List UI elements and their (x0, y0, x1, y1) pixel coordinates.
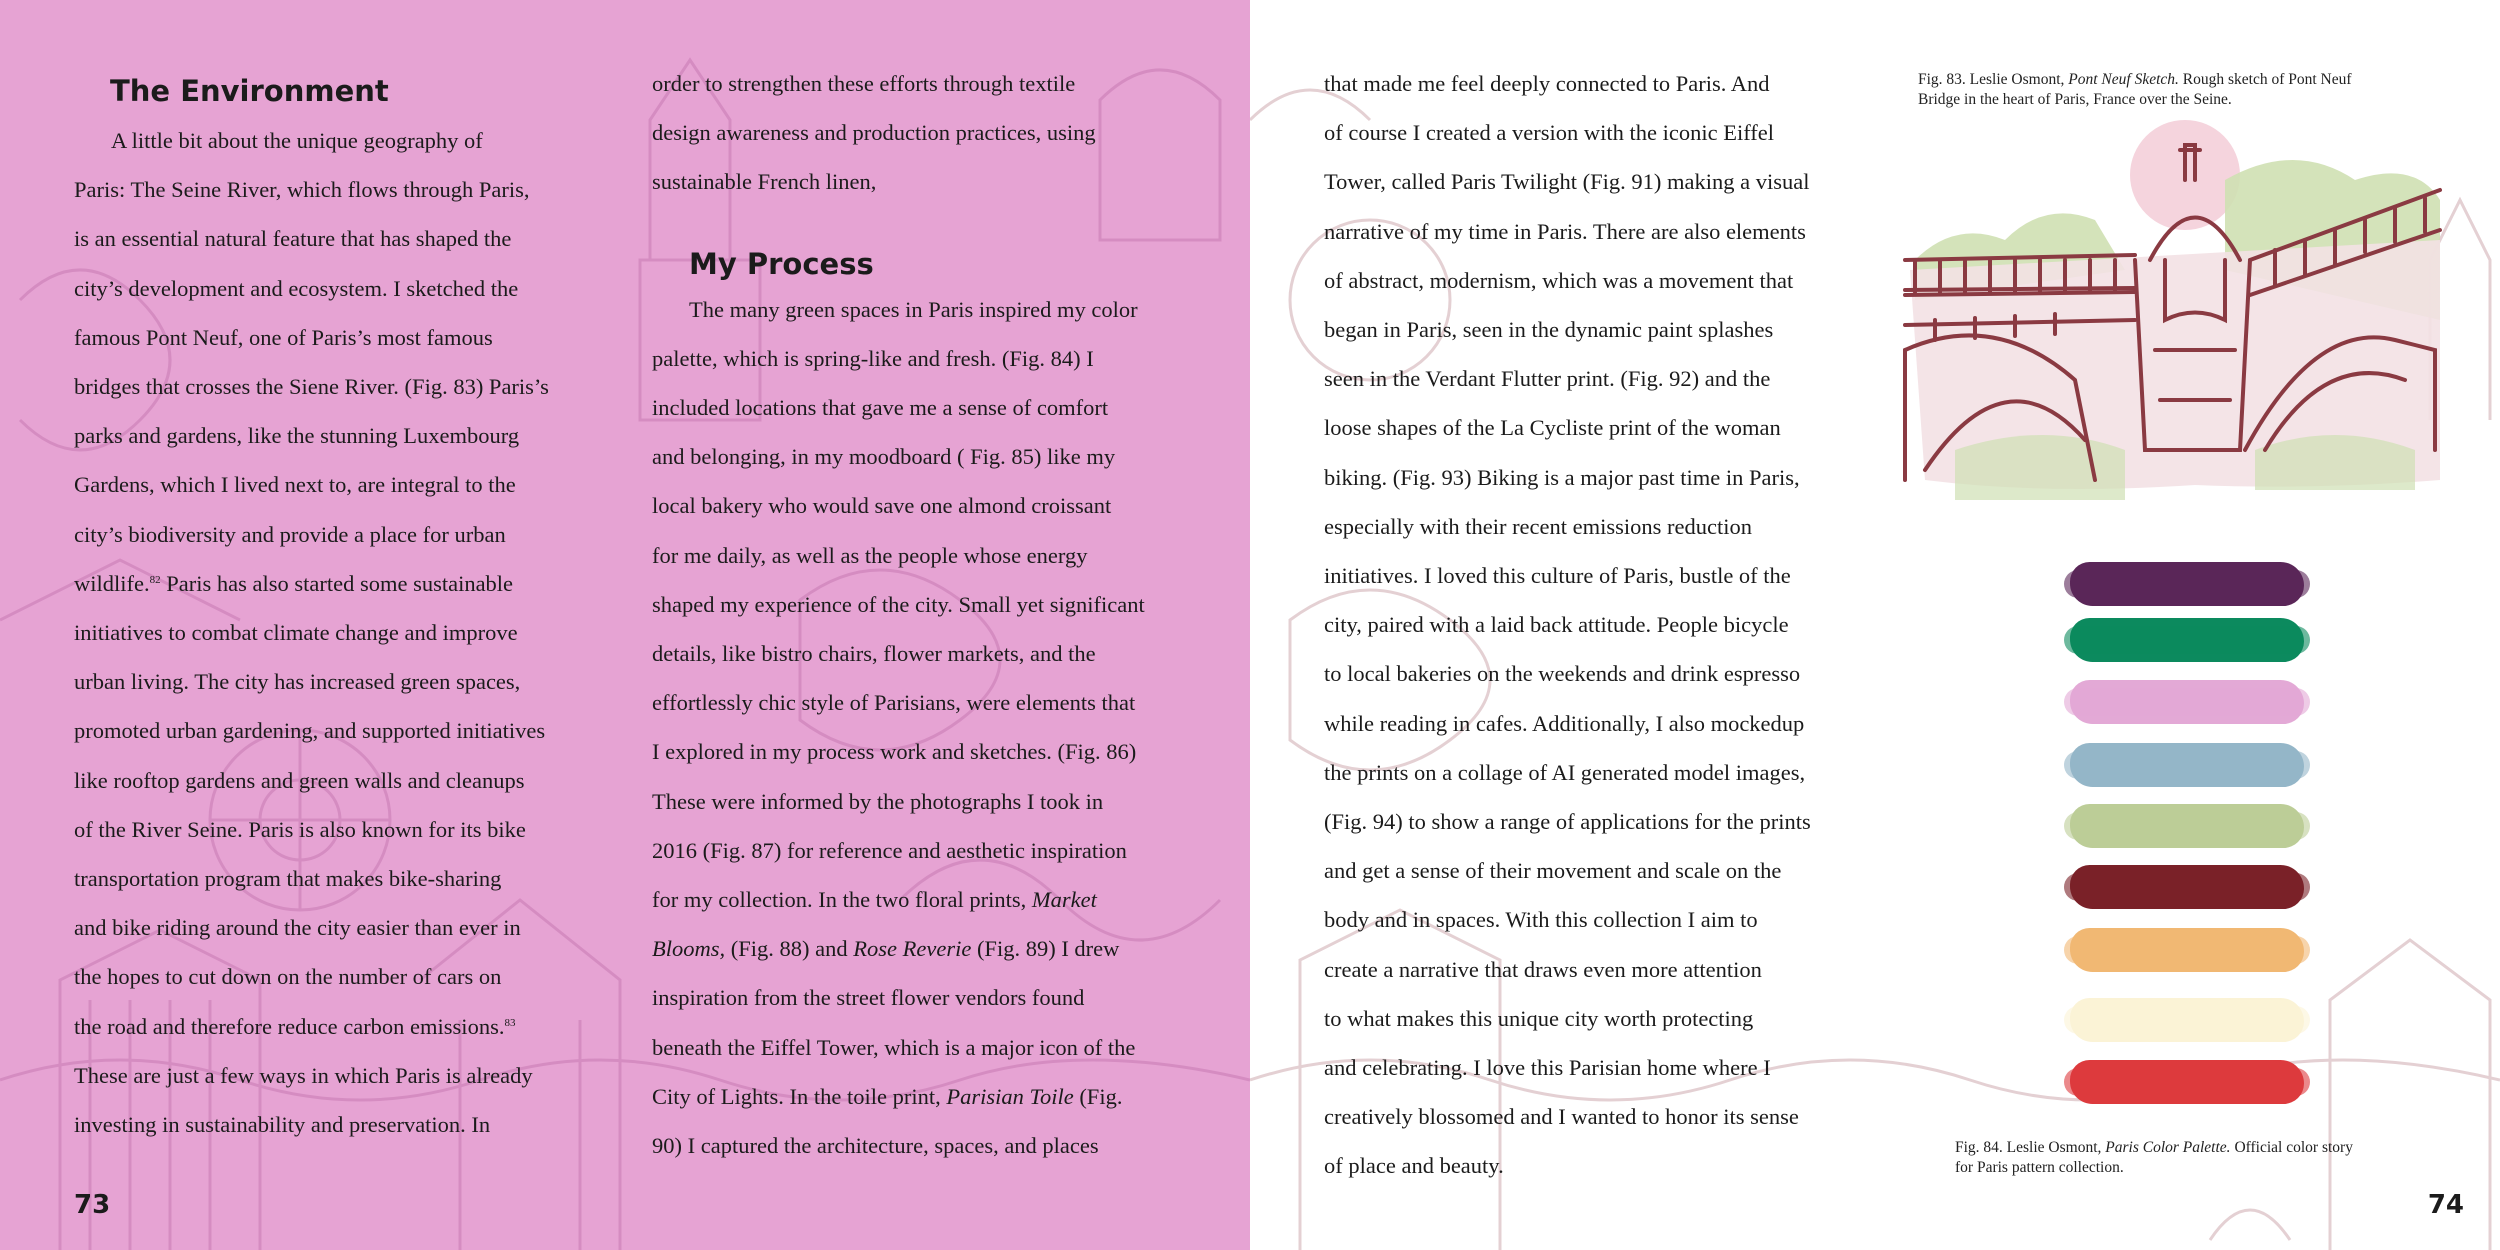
text-line: especially with their recent emissions reduction (1324, 513, 1752, 539)
text-span: the road and therefore reduce carbon emissions. (74, 1013, 505, 1039)
fig83-caption (1918, 70, 2458, 110)
print-title-rose-reverie: Rose Reverie (853, 936, 972, 962)
text-line: parks and gardens, like the stunning Luxembourg (74, 423, 520, 449)
text-line: famous Pont Neuf, one of Paris’s most famous (74, 324, 493, 350)
caption-text: Fig. 84. Leslie Osmont, (1955, 1139, 2106, 1156)
text-line: city’s development and ecosystem. I sketched the (74, 275, 519, 301)
process-body (652, 285, 1212, 1171)
text-line: I explored in my process work and sketches. (Fig. 86) (652, 739, 1137, 765)
text-line: investing in sustainability and preservation. In (74, 1112, 491, 1138)
text-line: bridges that crosses the Siene River. (Fig. 83) Paris’s (74, 374, 549, 400)
text-line: These were informed by the photographs I took in (652, 788, 1104, 814)
text-line: beneath the Eiffel Tower, which is a major icon of the (652, 1034, 1136, 1060)
page-number-left: 73 (74, 1190, 111, 1220)
text-column-3 (1324, 59, 1884, 1191)
palette-swatch-sage (2070, 804, 2304, 848)
text-line: like rooftop gardens and green walls and cleanups (74, 767, 525, 793)
text-line: and belonging, in my moodboard ( Fig. 85) like my (652, 444, 1116, 470)
footnote-marker-82: 82 (149, 573, 161, 586)
text-line: for me daily, as well as the people whose energy (652, 542, 1088, 568)
caption-title: Paris Color Palette. (2105, 1139, 2231, 1156)
fig84-caption (1955, 1138, 2475, 1178)
text-column-2 (652, 59, 1212, 1170)
text-line: to what makes this unique city worth protecting (1324, 1005, 1754, 1031)
text-line: and get a sense of their movement and scale on the (1324, 858, 1782, 884)
text-line: biking. (Fig. 93) Biking is a major past time in Paris, (1324, 464, 1800, 490)
sketch-wash (1910, 120, 2440, 500)
text-line: Paris: The Seine River, which flows through Paris, (74, 177, 530, 203)
text-line: seen in the Verdant Flutter print. (Fig. 92) and the (1324, 366, 1771, 392)
text-line: design awareness and production practices, using (652, 120, 1096, 146)
text-line: 2016 (Fig. 87) for reference and aesthetic inspiration (652, 837, 1127, 863)
text-line: create a narrative that draws even more attention (1324, 956, 1762, 982)
text-line: narrative of my time in Paris. There are also elements (1324, 218, 1806, 244)
text-line: included locations that gave me a sense of comfort (652, 395, 1109, 421)
text-line: the prints on a collage of AI generated model images, (1324, 759, 1806, 785)
text-line: city, paired with a laid back attitude. People bicycle (1324, 612, 1789, 638)
text-line (652, 875, 1212, 924)
text-line: the hopes to cut down on the number of cars on (74, 964, 502, 990)
palette-swatch-cream (2070, 998, 2304, 1042)
print-title-blooms: Blooms, (652, 936, 726, 962)
text-line: urban living. The city has increased green spaces, (74, 669, 521, 695)
text-line (74, 1002, 614, 1051)
text-line: order to strengthen these efforts through textile (652, 71, 1076, 96)
text-line: is an essential natural feature that has shaped the (74, 226, 512, 252)
text-line: to local bakeries on the weekends and drink espresso (1324, 661, 1801, 687)
caption-text: Fig. 83. Leslie Osmont, (1918, 71, 2069, 88)
text-line: promoted urban gardening, and supported initiatives (74, 718, 546, 744)
text-line: shaped my experience of the city. Small yet significant (652, 591, 1145, 617)
text-span: wildlife. (74, 570, 150, 596)
text-line (652, 924, 1212, 973)
text-line: Tower, called Paris Twilight (Fig. 91) making a visual (1324, 169, 1810, 195)
text-line: sustainable French linen, (652, 169, 877, 195)
section-heading-process: My Process (689, 246, 874, 281)
environment-body (74, 116, 614, 1149)
caption-text: Bridge in the heart of Paris, France over the Seine. (1918, 91, 2232, 108)
text-span: for my collection. In the two floral prints, (652, 887, 1032, 913)
print-title-market-blooms: Market (1031, 887, 1097, 913)
caption-text: Official color story (2230, 1139, 2353, 1156)
text-line: transportation program that makes bike-sharing (74, 866, 502, 892)
text-span: (Fig. 88) and (725, 936, 854, 962)
text-span: (Fig. 89) I drew (971, 936, 1120, 962)
text-line: city’s biodiversity and provide a place for urban (74, 521, 506, 547)
section-heading-environment: The Environment (110, 74, 389, 108)
palette-swatch-plum (2070, 562, 2304, 606)
text-line: A little bit about the unique geography of (111, 128, 483, 153)
text-line: of abstract, modernism, which was a movement that (1324, 267, 1794, 293)
text-span: City of Lights. In the toile print, (652, 1083, 947, 1109)
text-line: of the River Seine. Paris is also known for its bike (74, 816, 526, 842)
text-line: The many green spaces in Paris inspired my color (689, 296, 1138, 322)
pont-neuf-sketch (1895, 120, 2455, 510)
palette-swatch-emerald (2070, 618, 2304, 662)
text-line: Gardens, which I lived next to, are integral to the (74, 472, 516, 498)
text-line: These are just a few ways in which Paris is already (74, 1062, 533, 1088)
text-line: body and in spaces. With this collection I aim to (1324, 907, 1758, 933)
text-line: of course I created a version with the iconic Eiffel (1324, 120, 1775, 146)
text-line: initiatives to combat climate change and improve (74, 620, 518, 646)
palette-swatch-blue-grey (2070, 743, 2304, 787)
footnote-marker-83: 83 (504, 1016, 516, 1029)
text-span: Paris has also started some sustainable (160, 570, 514, 596)
text-line: palette, which is spring-like and fresh. (Fig. 84) I (652, 345, 1094, 371)
text-line: details, like bistro chairs, flower markets, and the (652, 641, 1096, 667)
text-line: effortlessly chic style of Parisians, were elements that (652, 690, 1136, 716)
text-line: and bike riding around the city easier than ever in (74, 915, 521, 941)
process-intro (652, 59, 1212, 207)
caption-text: for Paris pattern collection. (1955, 1159, 2124, 1176)
text-line: while reading in cafes. Additionally, I also mockedup (1324, 710, 1805, 736)
palette-swatch-pink (2070, 680, 2304, 724)
text-line: that made me feel deeply connected to Paris. And (1324, 71, 1770, 96)
palette-swatch-red (2070, 1060, 2304, 1104)
text-span: (Fig. (1073, 1083, 1123, 1109)
page-number-right: 74 (2427, 1190, 2464, 1220)
text-line: (Fig. 94) to show a range of applications for the prints (1324, 809, 1811, 835)
caption-text: Rough sketch of Pont Neuf (2178, 71, 2352, 88)
text-line: and celebrating. I love this Parisian home where I (1324, 1055, 1771, 1081)
print-title-parisian-toile: Parisian Toile (946, 1083, 1074, 1109)
palette-swatch-burgundy (2070, 865, 2304, 909)
text-line: 90) I captured the architecture, spaces, and places (652, 1133, 1099, 1159)
caption-title: Pont Neuf Sketch. (2068, 71, 2179, 88)
text-line: began in Paris, seen in the dynamic paint splashes (1324, 317, 1774, 343)
text-column-1 (74, 70, 614, 1149)
text-line: local bakery who would save one almond croissant (652, 493, 1112, 519)
text-line: inspiration from the street flower vendors found (652, 985, 1085, 1011)
text-line (74, 559, 614, 608)
text-line: initiatives. I loved this culture of Paris, bustle of the (1324, 563, 1791, 589)
text-line: of place and beauty. (1324, 1153, 1504, 1179)
palette-swatch-apricot (2070, 928, 2304, 972)
text-line: loose shapes of the La Cycliste print of the woman (1324, 415, 1781, 441)
text-line: creatively blossomed and I wanted to honor its sense (1324, 1104, 1799, 1130)
text-line (652, 1072, 1212, 1121)
